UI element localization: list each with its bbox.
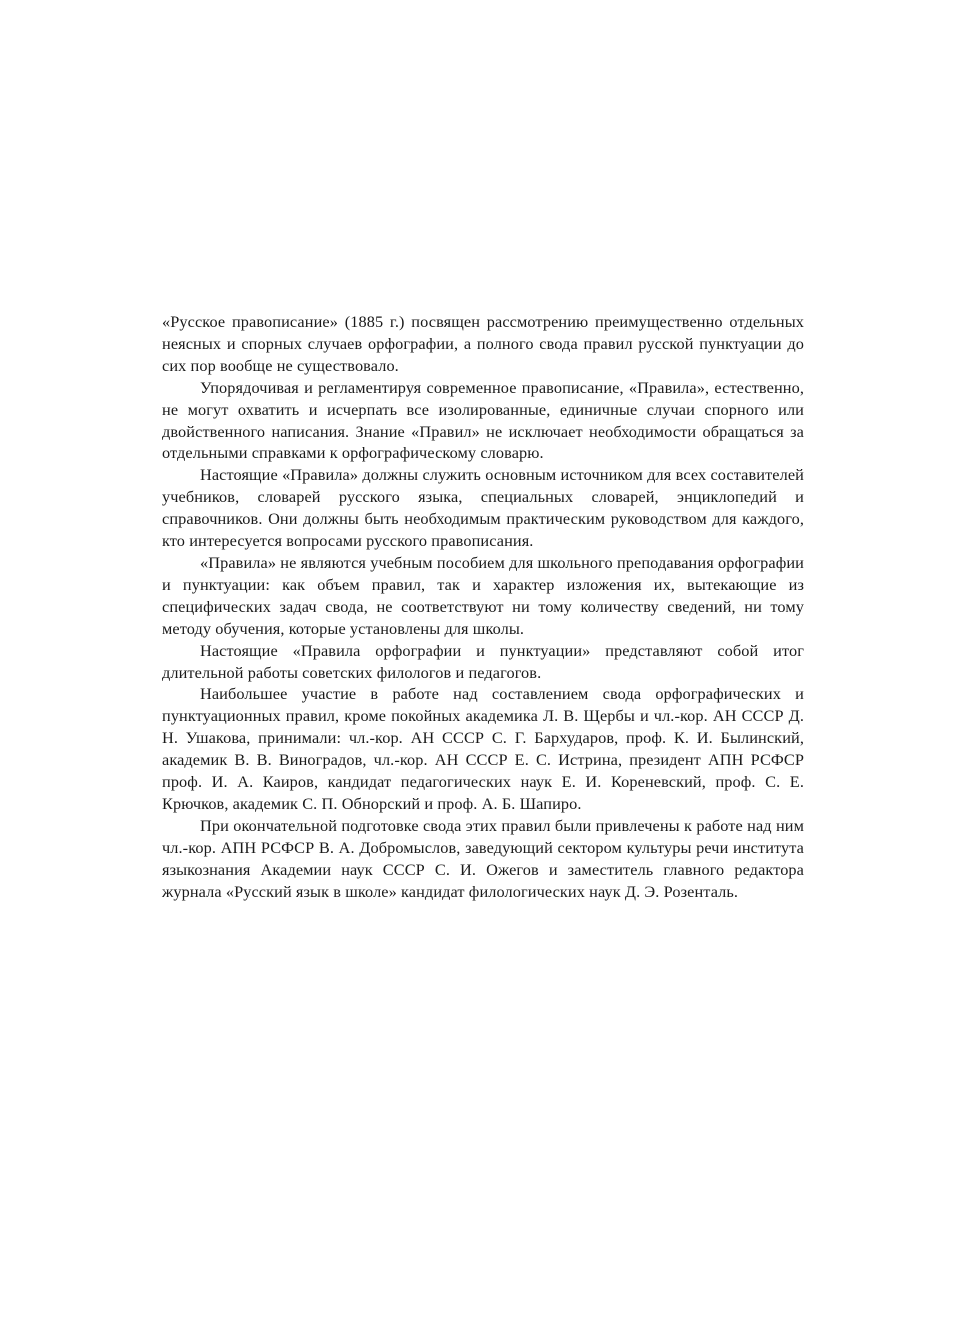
body-text	[162, 311, 804, 902]
paragraph-2: Упорядочивая и регламентируя современное правописание, «Правила», естественно, не могут охватить и исчерпать все изолированные, единичные случаи спорного или двойственного написания. Знание «Правил» не исключает необходимости обращаться за отдельными справками к орфографическому словарю.	[162, 377, 804, 463]
paragraph-1: «Русское правописание» (1885 г.) посвящен рассмотрению преимущественно отдельных неясных и спорных случаев орфографии, а полного свода правил русской пунктуации до сих пор вообще не существовало.	[162, 312, 804, 375]
paragraph-5: Настоящие «Правила орфографии и пунктуации» представляют собой итог длительной работы советских филологов и педагогов.	[162, 640, 804, 682]
paragraph-7: При окончательной подготовке свода этих правил были привлечены к работе над ним чл.-кор. АПН РСФСР В. А. Добромыслов, заведующий сектором культуры речи института языкознания Академии наук СССР С. И. Ожегов и заместитель главного редактора журнала «Русский язык в школе» кандидат филологических наук Д. Э. Розенталь.	[162, 815, 804, 901]
paragraph-6: Наибольшее участие в работе над составлением свода орфографических и пунктуационных правил, кроме покойных академика Л. В. Щербы и чл.-кор. АН СССР Д. Н. Ушакова, принимали: чл.-кор. АН СССР С. Г. Бархударов, проф. К. И. Былинский, академик В. В. Виноградов, чл.-кор. АН СССР Е. С. Истрина, президент АПН РСФСР проф. И. А. Каиров, кандидат педагогических наук Е. И. Кореневский, проф. С. Е. Крючков, академик С. П. Обнорский и проф. А. Б. Шапиро.	[162, 684, 804, 813]
paragraph-4: «Правила» не являются учебным пособием для школьного преподавания орфографии и пунктуации: как объем правил, так и характер изложения их, вытекающие из специфических задач свода, не соответствуют ни тому количеству сведений, ни тому методу обучения, которые установлены для школы.	[162, 552, 804, 638]
paragraph-3: Настоящие «Правила» должны служить основным источником для всех составителей учебников, словарей русского языка, специальных словарей, энциклопедий и справочников. Они должны быть необходимым практическим руководством для каждого, кто интересуется вопросами русского правописания.	[162, 465, 804, 551]
